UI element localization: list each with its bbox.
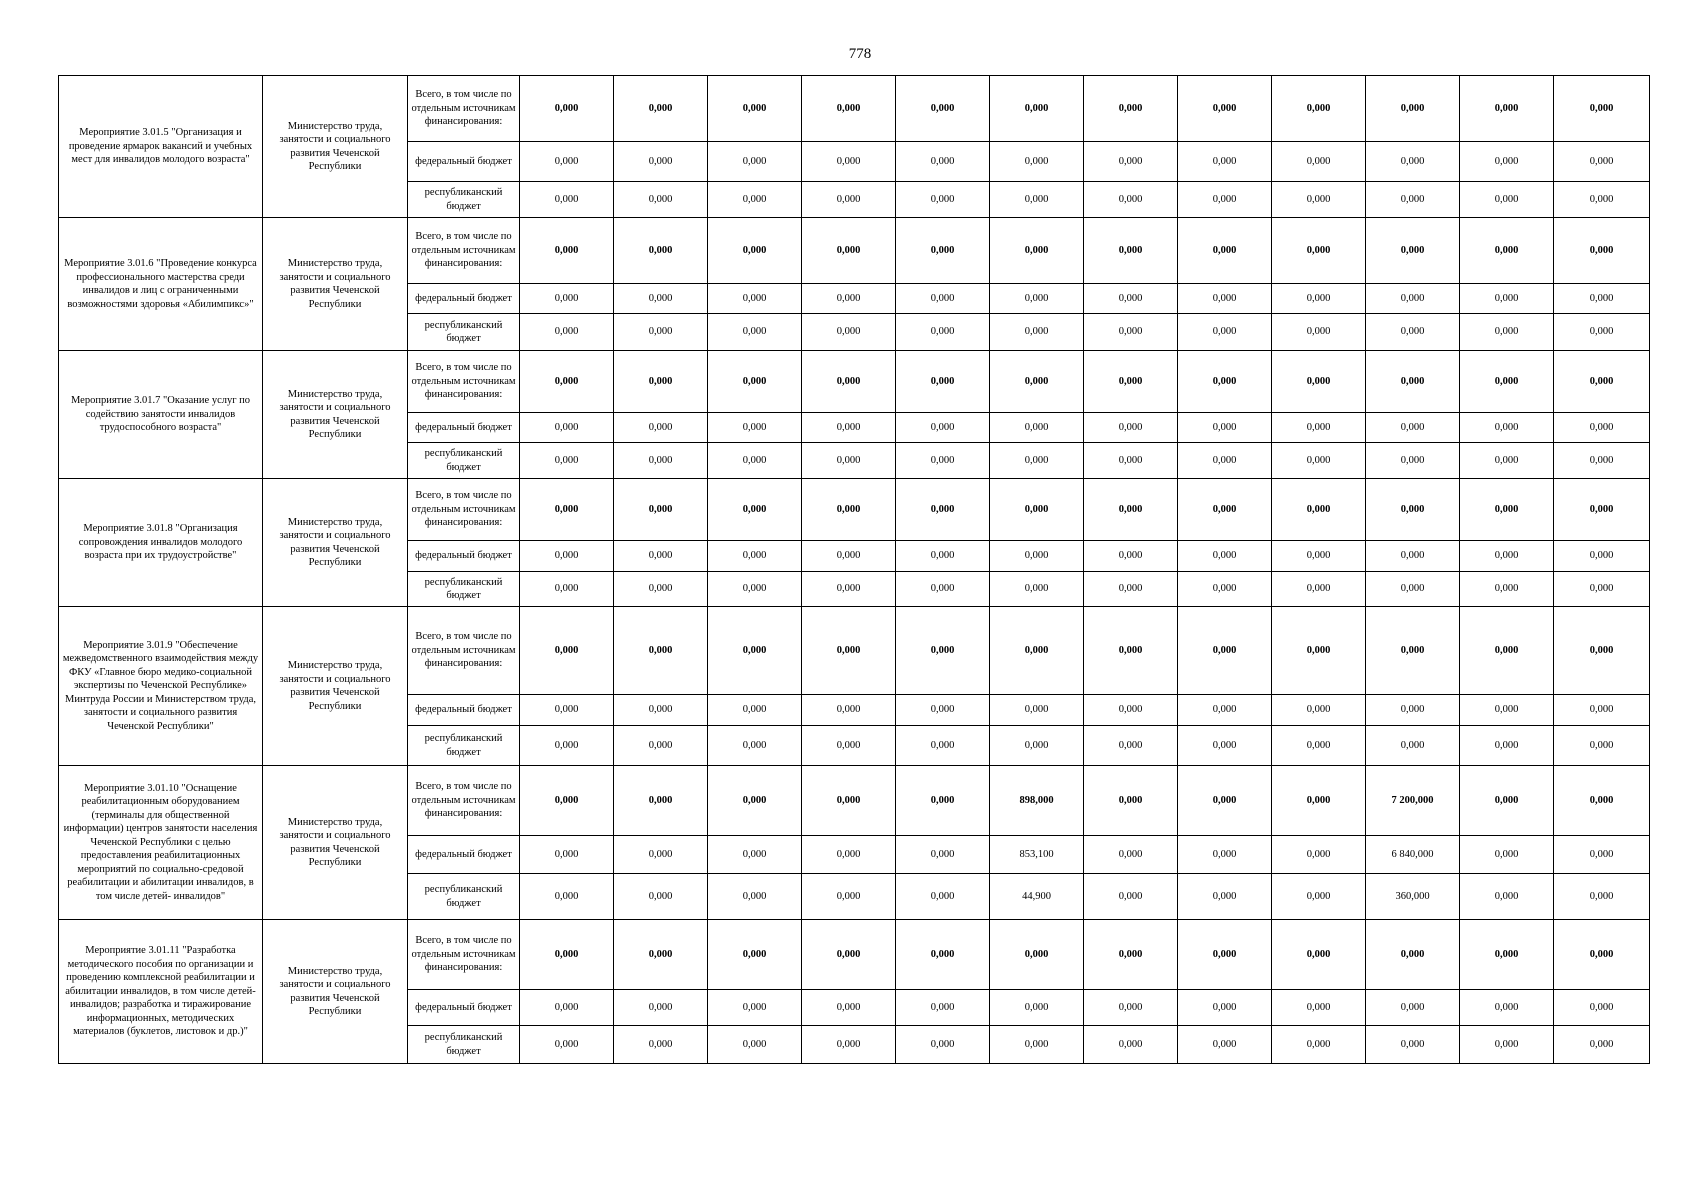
- amount-cell: 0,000: [708, 284, 802, 314]
- amount-cell: 0,000: [1460, 766, 1554, 836]
- event-name: Мероприятие 3.01.11 "Разработка методического пособия по организации и проведению комплексной реабилитации и абилитации инвалидов, в том числе детей- инвалидов; разработка и тиражирование информационных, методических материалов (буклетов, листовок и др.)": [59, 920, 263, 1064]
- amount-cell: 0,000: [614, 76, 708, 142]
- amount-cell: 0,000: [1554, 314, 1650, 351]
- amount-cell: 0,000: [1084, 920, 1178, 990]
- amount-cell: 0,000: [1460, 920, 1554, 990]
- amount-cell: 0,000: [802, 572, 896, 607]
- financing-table-body: [59, 76, 1650, 1064]
- funding-source-republic: республиканский бюджет: [408, 182, 520, 218]
- amount-cell: 0,000: [990, 572, 1084, 607]
- amount-cell: 0,000: [1178, 443, 1272, 479]
- amount-cell: 6 840,000: [1366, 836, 1460, 874]
- amount-cell: 0,000: [708, 572, 802, 607]
- amount-cell: 0,000: [1272, 695, 1366, 726]
- funding-source-republic: республиканский бюджет: [408, 1026, 520, 1064]
- amount-cell: 0,000: [802, 284, 896, 314]
- amount-cell: 0,000: [1554, 836, 1650, 874]
- amount-cell: 0,000: [802, 76, 896, 142]
- amount-cell: 0,000: [896, 572, 990, 607]
- responsible-ministry: Министерство труда, занятости и социального развития Чеченской Республики: [263, 479, 408, 607]
- amount-cell: 0,000: [1272, 76, 1366, 142]
- amount-cell: 0,000: [1084, 479, 1178, 541]
- amount-cell: 0,000: [990, 541, 1084, 572]
- amount-cell: 0,000: [520, 836, 614, 874]
- amount-cell: 0,000: [896, 284, 990, 314]
- amount-cell: 0,000: [1178, 182, 1272, 218]
- amount-cell: 0,000: [1554, 766, 1650, 836]
- amount-cell: 0,000: [802, 766, 896, 836]
- amount-cell: 0,000: [708, 182, 802, 218]
- amount-cell: 0,000: [1272, 284, 1366, 314]
- amount-cell: 0,000: [990, 1026, 1084, 1064]
- table-row: [59, 607, 1650, 695]
- amount-cell: 0,000: [708, 479, 802, 541]
- responsible-ministry: Министерство труда, занятости и социального развития Чеченской Республики: [263, 351, 408, 479]
- amount-cell: 0,000: [1554, 874, 1650, 920]
- amount-cell: 0,000: [614, 836, 708, 874]
- amount-cell: 0,000: [520, 182, 614, 218]
- amount-cell: 0,000: [896, 766, 990, 836]
- amount-cell: 0,000: [708, 920, 802, 990]
- funding-source-federal: федеральный бюджет: [408, 142, 520, 182]
- amount-cell: 44,900: [990, 874, 1084, 920]
- amount-cell: 0,000: [520, 314, 614, 351]
- amount-cell: 0,000: [1178, 572, 1272, 607]
- amount-cell: 0,000: [520, 76, 614, 142]
- amount-cell: 0,000: [708, 218, 802, 284]
- amount-cell: 0,000: [520, 607, 614, 695]
- amount-cell: 0,000: [708, 1026, 802, 1064]
- amount-cell: 0,000: [1178, 695, 1272, 726]
- amount-cell: 0,000: [990, 726, 1084, 766]
- amount-cell: 0,000: [1272, 182, 1366, 218]
- amount-cell: 0,000: [1084, 836, 1178, 874]
- event-name: Мероприятие 3.01.10 "Оснащение реабилитационным оборудованием (терминалы для общественной информации) центров занятости населения Чеченской Республики с целью предоставления реабилитационных мероприятий по социально-средовой реабилитации и абилитации инвалидов, в том числе детей- инвалидов": [59, 766, 263, 920]
- amount-cell: 0,000: [1084, 766, 1178, 836]
- amount-cell: 0,000: [1178, 479, 1272, 541]
- table-row: [59, 76, 1650, 142]
- amount-cell: 0,000: [1366, 572, 1460, 607]
- amount-cell: 0,000: [802, 874, 896, 920]
- amount-cell: 0,000: [520, 541, 614, 572]
- amount-cell: 0,000: [896, 142, 990, 182]
- amount-cell: 0,000: [1366, 142, 1460, 182]
- amount-cell: 0,000: [520, 413, 614, 443]
- amount-cell: 0,000: [1272, 413, 1366, 443]
- amount-cell: 0,000: [896, 836, 990, 874]
- amount-cell: 0,000: [1272, 479, 1366, 541]
- amount-cell: 0,000: [614, 990, 708, 1026]
- amount-cell: 0,000: [802, 479, 896, 541]
- amount-cell: 0,000: [1460, 695, 1554, 726]
- amount-cell: 0,000: [708, 836, 802, 874]
- funding-source-federal: федеральный бюджет: [408, 413, 520, 443]
- amount-cell: 0,000: [708, 607, 802, 695]
- amount-cell: 0,000: [896, 479, 990, 541]
- amount-cell: 0,000: [708, 541, 802, 572]
- amount-cell: 7 200,000: [1366, 766, 1460, 836]
- amount-cell: 0,000: [1460, 1026, 1554, 1064]
- amount-cell: 0,000: [896, 726, 990, 766]
- event-name: Мероприятие 3.01.8 "Организация сопровождения инвалидов молодого возраста при их трудоустройстве": [59, 479, 263, 607]
- amount-cell: 0,000: [1366, 76, 1460, 142]
- amount-cell: 0,000: [1460, 314, 1554, 351]
- amount-cell: 0,000: [1554, 479, 1650, 541]
- amount-cell: 0,000: [614, 607, 708, 695]
- amount-cell: 0,000: [1554, 351, 1650, 413]
- responsible-ministry: Министерство труда, занятости и социального развития Чеченской Республики: [263, 607, 408, 766]
- amount-cell: 0,000: [1272, 218, 1366, 284]
- responsible-ministry: Министерство труда, занятости и социального развития Чеченской Республики: [263, 920, 408, 1064]
- amount-cell: 0,000: [1460, 607, 1554, 695]
- amount-cell: 0,000: [1272, 572, 1366, 607]
- amount-cell: 0,000: [990, 607, 1084, 695]
- amount-cell: 0,000: [614, 182, 708, 218]
- amount-cell: 0,000: [614, 413, 708, 443]
- amount-cell: 0,000: [896, 76, 990, 142]
- amount-cell: 0,000: [614, 1026, 708, 1064]
- amount-cell: 0,000: [708, 874, 802, 920]
- amount-cell: 0,000: [990, 413, 1084, 443]
- amount-cell: 0,000: [614, 284, 708, 314]
- amount-cell: 0,000: [708, 443, 802, 479]
- amount-cell: 0,000: [896, 314, 990, 351]
- amount-cell: 0,000: [802, 1026, 896, 1064]
- amount-cell: 0,000: [1460, 874, 1554, 920]
- amount-cell: 0,000: [1366, 990, 1460, 1026]
- amount-cell: 0,000: [1084, 314, 1178, 351]
- amount-cell: 0,000: [896, 351, 990, 413]
- amount-cell: 0,000: [990, 695, 1084, 726]
- amount-cell: 0,000: [1554, 920, 1650, 990]
- amount-cell: 0,000: [1460, 726, 1554, 766]
- amount-cell: 0,000: [802, 182, 896, 218]
- amount-cell: 0,000: [1366, 920, 1460, 990]
- amount-cell: 0,000: [1084, 874, 1178, 920]
- funding-source-republic: республиканский бюджет: [408, 314, 520, 351]
- amount-cell: 0,000: [1366, 218, 1460, 284]
- amount-cell: 0,000: [1460, 479, 1554, 541]
- amount-cell: 0,000: [802, 314, 896, 351]
- amount-cell: 0,000: [1084, 1026, 1178, 1064]
- amount-cell: 0,000: [802, 218, 896, 284]
- amount-cell: 0,000: [1554, 142, 1650, 182]
- amount-cell: 0,000: [614, 314, 708, 351]
- amount-cell: 0,000: [520, 920, 614, 990]
- amount-cell: 0,000: [1554, 990, 1650, 1026]
- amount-cell: 0,000: [1084, 284, 1178, 314]
- amount-cell: 0,000: [896, 920, 990, 990]
- amount-cell: 0,000: [1460, 142, 1554, 182]
- amount-cell: 0,000: [1272, 920, 1366, 990]
- amount-cell: 0,000: [1272, 541, 1366, 572]
- amount-cell: 0,000: [1460, 413, 1554, 443]
- amount-cell: 0,000: [896, 874, 990, 920]
- funding-source-republic: республиканский бюджет: [408, 726, 520, 766]
- amount-cell: 0,000: [1460, 284, 1554, 314]
- amount-cell: 0,000: [1084, 413, 1178, 443]
- amount-cell: 0,000: [802, 695, 896, 726]
- amount-cell: 0,000: [802, 990, 896, 1026]
- amount-cell: 0,000: [614, 726, 708, 766]
- amount-cell: 0,000: [990, 284, 1084, 314]
- amount-cell: 0,000: [1272, 990, 1366, 1026]
- amount-cell: 0,000: [1084, 607, 1178, 695]
- amount-cell: 0,000: [1272, 607, 1366, 695]
- amount-cell: 0,000: [1178, 836, 1272, 874]
- amount-cell: 0,000: [1178, 726, 1272, 766]
- amount-cell: 0,000: [896, 607, 990, 695]
- amount-cell: 0,000: [990, 314, 1084, 351]
- amount-cell: 0,000: [520, 479, 614, 541]
- amount-cell: 0,000: [896, 990, 990, 1026]
- table-row: [59, 766, 1650, 836]
- funding-source-total: Всего, в том числе по отдельным источникам финансирования:: [408, 607, 520, 695]
- amount-cell: 0,000: [1084, 218, 1178, 284]
- funding-source-republic: республиканский бюджет: [408, 443, 520, 479]
- amount-cell: 898,000: [990, 766, 1084, 836]
- amount-cell: 0,000: [1272, 836, 1366, 874]
- responsible-ministry: Министерство труда, занятости и социального развития Чеченской Республики: [263, 766, 408, 920]
- amount-cell: 0,000: [1178, 990, 1272, 1026]
- amount-cell: 0,000: [1178, 1026, 1272, 1064]
- amount-cell: 0,000: [802, 607, 896, 695]
- amount-cell: 0,000: [1366, 314, 1460, 351]
- amount-cell: 0,000: [896, 695, 990, 726]
- amount-cell: 0,000: [990, 990, 1084, 1026]
- funding-source-total: Всего, в том числе по отдельным источникам финансирования:: [408, 479, 520, 541]
- funding-source-total: Всего, в том числе по отдельным источникам финансирования:: [408, 76, 520, 142]
- funding-source-federal: федеральный бюджет: [408, 284, 520, 314]
- funding-source-republic: республиканский бюджет: [408, 874, 520, 920]
- amount-cell: 0,000: [1554, 726, 1650, 766]
- table-row: [59, 479, 1650, 541]
- amount-cell: 0,000: [1084, 182, 1178, 218]
- amount-cell: 0,000: [1272, 766, 1366, 836]
- amount-cell: 0,000: [708, 314, 802, 351]
- responsible-ministry: Министерство труда, занятости и социального развития Чеченской Республики: [263, 76, 408, 218]
- amount-cell: 0,000: [1084, 142, 1178, 182]
- amount-cell: 0,000: [1554, 284, 1650, 314]
- amount-cell: 0,000: [990, 443, 1084, 479]
- amount-cell: 0,000: [1272, 351, 1366, 413]
- amount-cell: 0,000: [1178, 314, 1272, 351]
- amount-cell: 0,000: [708, 76, 802, 142]
- amount-cell: 0,000: [1178, 607, 1272, 695]
- funding-source-total: Всего, в том числе по отдельным источникам финансирования:: [408, 920, 520, 990]
- amount-cell: 0,000: [1554, 182, 1650, 218]
- funding-source-total: Всего, в том числе по отдельным источникам финансирования:: [408, 766, 520, 836]
- table-row: [59, 218, 1650, 284]
- amount-cell: 0,000: [1366, 443, 1460, 479]
- amount-cell: 0,000: [1460, 351, 1554, 413]
- amount-cell: 0,000: [520, 218, 614, 284]
- amount-cell: 0,000: [520, 351, 614, 413]
- amount-cell: 0,000: [802, 726, 896, 766]
- amount-cell: 0,000: [990, 76, 1084, 142]
- amount-cell: 0,000: [1084, 726, 1178, 766]
- funding-source-federal: федеральный бюджет: [408, 836, 520, 874]
- amount-cell: 0,000: [708, 413, 802, 443]
- amount-cell: 0,000: [1366, 695, 1460, 726]
- amount-cell: 0,000: [1178, 218, 1272, 284]
- amount-cell: 0,000: [614, 142, 708, 182]
- amount-cell: 0,000: [896, 443, 990, 479]
- amount-cell: 0,000: [614, 443, 708, 479]
- amount-cell: 0,000: [1366, 726, 1460, 766]
- amount-cell: 0,000: [990, 920, 1084, 990]
- amount-cell: 0,000: [1178, 541, 1272, 572]
- amount-cell: 0,000: [990, 351, 1084, 413]
- amount-cell: 0,000: [1366, 182, 1460, 218]
- amount-cell: 0,000: [614, 920, 708, 990]
- amount-cell: 0,000: [1554, 541, 1650, 572]
- amount-cell: 0,000: [708, 351, 802, 413]
- amount-cell: 0,000: [802, 443, 896, 479]
- amount-cell: 0,000: [990, 182, 1084, 218]
- event-name: Мероприятие 3.01.9 "Обеспечение межведомственного взаимодействия между ФКУ «Главное бюро медико-социальной экспертизы по Чеченской Республике» Минтруда России и Министерством труда, занятости и социального развития Чеченской Республики": [59, 607, 263, 766]
- amount-cell: 0,000: [520, 766, 614, 836]
- amount-cell: 0,000: [520, 284, 614, 314]
- amount-cell: 0,000: [1272, 726, 1366, 766]
- amount-cell: 0,000: [1084, 76, 1178, 142]
- funding-source-total: Всего, в том числе по отдельным источникам финансирования:: [408, 218, 520, 284]
- amount-cell: 360,000: [1366, 874, 1460, 920]
- amount-cell: 0,000: [1084, 541, 1178, 572]
- amount-cell: 0,000: [520, 1026, 614, 1064]
- amount-cell: 0,000: [708, 766, 802, 836]
- amount-cell: 0,000: [1178, 766, 1272, 836]
- amount-cell: 0,000: [1460, 541, 1554, 572]
- amount-cell: 0,000: [1554, 76, 1650, 142]
- amount-cell: 853,100: [990, 836, 1084, 874]
- funding-source-federal: федеральный бюджет: [408, 695, 520, 726]
- amount-cell: 0,000: [1272, 443, 1366, 479]
- table-row: [59, 920, 1650, 990]
- amount-cell: 0,000: [708, 990, 802, 1026]
- amount-cell: 0,000: [1366, 479, 1460, 541]
- financing-table: [58, 75, 1650, 1064]
- amount-cell: 0,000: [1460, 990, 1554, 1026]
- amount-cell: 0,000: [1554, 1026, 1650, 1064]
- amount-cell: 0,000: [1178, 142, 1272, 182]
- amount-cell: 0,000: [990, 479, 1084, 541]
- amount-cell: 0,000: [1084, 351, 1178, 413]
- amount-cell: 0,000: [990, 142, 1084, 182]
- amount-cell: 0,000: [1554, 443, 1650, 479]
- amount-cell: 0,000: [1366, 541, 1460, 572]
- amount-cell: 0,000: [1084, 572, 1178, 607]
- amount-cell: 0,000: [520, 443, 614, 479]
- amount-cell: 0,000: [520, 572, 614, 607]
- funding-source-federal: федеральный бюджет: [408, 541, 520, 572]
- amount-cell: 0,000: [802, 413, 896, 443]
- amount-cell: 0,000: [1178, 284, 1272, 314]
- amount-cell: 0,000: [896, 218, 990, 284]
- amount-cell: 0,000: [614, 479, 708, 541]
- amount-cell: 0,000: [1460, 572, 1554, 607]
- amount-cell: 0,000: [1554, 413, 1650, 443]
- amount-cell: 0,000: [1366, 413, 1460, 443]
- amount-cell: 0,000: [1084, 443, 1178, 479]
- amount-cell: 0,000: [896, 541, 990, 572]
- funding-source-total: Всего, в том числе по отдельным источникам финансирования:: [408, 351, 520, 413]
- amount-cell: 0,000: [1178, 351, 1272, 413]
- amount-cell: 0,000: [802, 920, 896, 990]
- amount-cell: 0,000: [1084, 695, 1178, 726]
- amount-cell: 0,000: [1460, 443, 1554, 479]
- table-row: [59, 351, 1650, 413]
- amount-cell: 0,000: [896, 182, 990, 218]
- amount-cell: 0,000: [1272, 1026, 1366, 1064]
- funding-source-federal: федеральный бюджет: [408, 990, 520, 1026]
- amount-cell: 0,000: [1178, 76, 1272, 142]
- amount-cell: 0,000: [1366, 1026, 1460, 1064]
- event-name: Мероприятие 3.01.6 "Проведение конкурса профессионального мастерства среди инвалидов и лиц с ограниченными возможностями здоровья «Абилимпикс»": [59, 218, 263, 351]
- amount-cell: 0,000: [896, 413, 990, 443]
- amount-cell: 0,000: [1460, 182, 1554, 218]
- amount-cell: 0,000: [614, 572, 708, 607]
- amount-cell: 0,000: [1178, 413, 1272, 443]
- amount-cell: 0,000: [1272, 874, 1366, 920]
- event-name: Мероприятие 3.01.5 "Организация и проведение ярмарок вакансий и учебных мест для инвалидов молодого возраста": [59, 76, 263, 218]
- amount-cell: 0,000: [896, 1026, 990, 1064]
- amount-cell: 0,000: [1366, 607, 1460, 695]
- amount-cell: 0,000: [802, 541, 896, 572]
- amount-cell: 0,000: [708, 695, 802, 726]
- amount-cell: 0,000: [1272, 142, 1366, 182]
- amount-cell: 0,000: [1366, 351, 1460, 413]
- amount-cell: 0,000: [708, 726, 802, 766]
- amount-cell: 0,000: [708, 142, 802, 182]
- amount-cell: 0,000: [1460, 76, 1554, 142]
- amount-cell: 0,000: [520, 874, 614, 920]
- amount-cell: 0,000: [1554, 218, 1650, 284]
- amount-cell: 0,000: [614, 695, 708, 726]
- amount-cell: 0,000: [520, 695, 614, 726]
- amount-cell: 0,000: [520, 142, 614, 182]
- page-number: 778: [848, 46, 872, 62]
- amount-cell: 0,000: [614, 766, 708, 836]
- amount-cell: 0,000: [1178, 874, 1272, 920]
- event-name: Мероприятие 3.01.7 "Оказание услуг по содействию занятости инвалидов трудоспособного возраста": [59, 351, 263, 479]
- amount-cell: 0,000: [614, 541, 708, 572]
- amount-cell: 0,000: [1178, 920, 1272, 990]
- amount-cell: 0,000: [1460, 836, 1554, 874]
- amount-cell: 0,000: [520, 990, 614, 1026]
- amount-cell: 0,000: [614, 218, 708, 284]
- amount-cell: 0,000: [520, 726, 614, 766]
- amount-cell: 0,000: [802, 836, 896, 874]
- amount-cell: 0,000: [802, 351, 896, 413]
- amount-cell: 0,000: [1272, 314, 1366, 351]
- amount-cell: 0,000: [1084, 990, 1178, 1026]
- amount-cell: 0,000: [1554, 607, 1650, 695]
- amount-cell: 0,000: [614, 351, 708, 413]
- amount-cell: 0,000: [990, 218, 1084, 284]
- amount-cell: 0,000: [1460, 218, 1554, 284]
- amount-cell: 0,000: [1554, 572, 1650, 607]
- responsible-ministry: Министерство труда, занятости и социального развития Чеченской Республики: [263, 218, 408, 351]
- amount-cell: 0,000: [614, 874, 708, 920]
- amount-cell: 0,000: [802, 142, 896, 182]
- funding-source-republic: республиканский бюджет: [408, 572, 520, 607]
- amount-cell: 0,000: [1366, 284, 1460, 314]
- amount-cell: 0,000: [1554, 695, 1650, 726]
